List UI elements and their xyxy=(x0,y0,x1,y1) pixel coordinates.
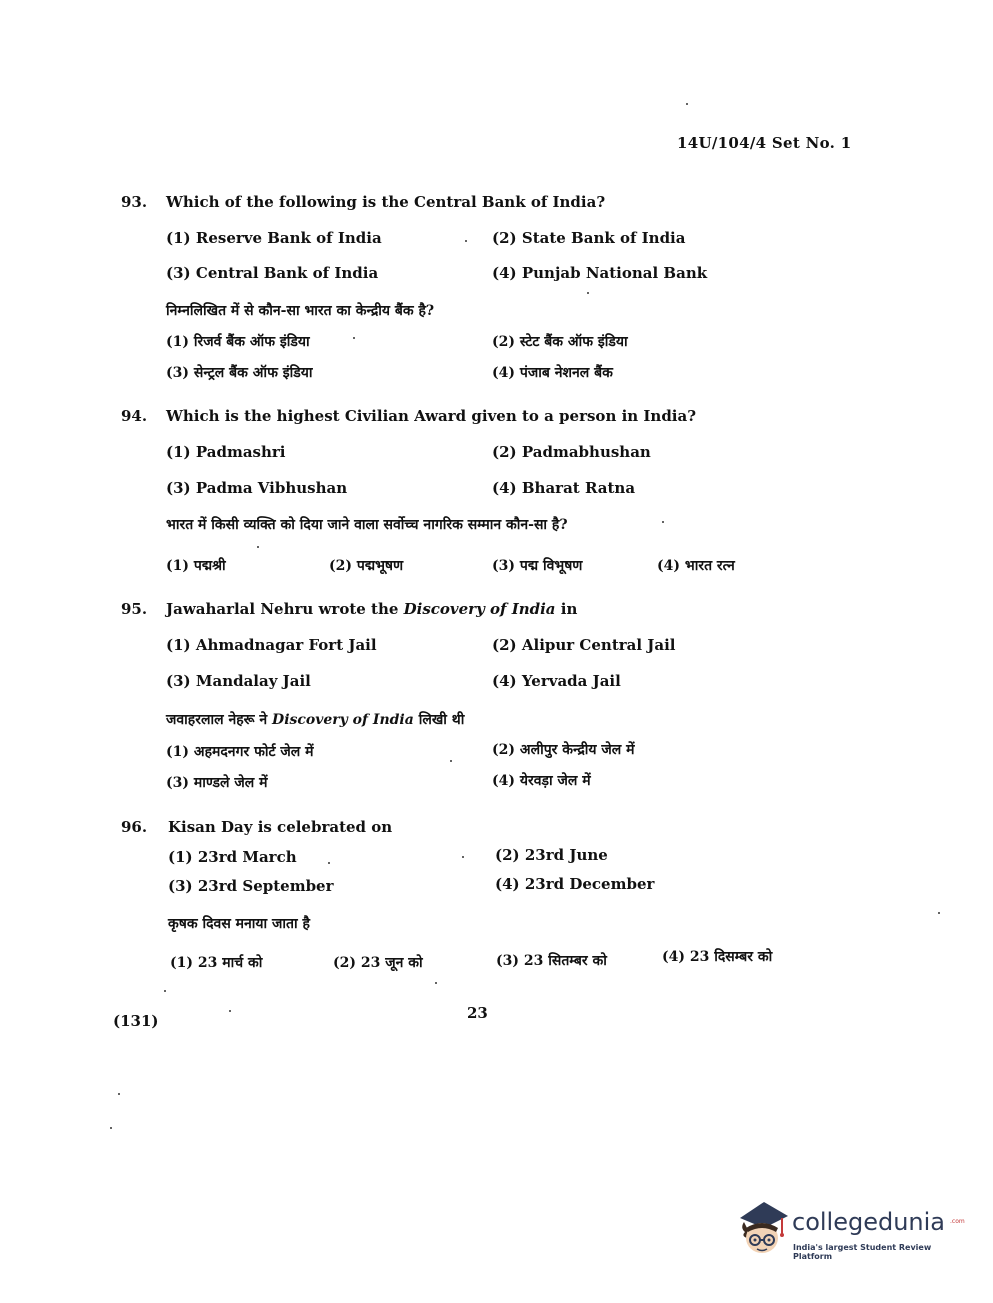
option-1: (1) Reserve Bank of India xyxy=(166,229,382,247)
scan-speck xyxy=(465,240,467,242)
option-1: (1) 23rd March xyxy=(168,848,297,866)
option-4: (4) 23rd December xyxy=(495,875,655,893)
question-number: 95. xyxy=(121,600,148,618)
question-text: Jawaharlal Nehru wrote the Discovery of India in xyxy=(166,600,578,618)
question-number: 96. xyxy=(121,818,148,836)
option-1: (1) Ahmadnagar Fort Jail xyxy=(166,636,377,654)
hindi-option-1: (1) अहमदनगर फोर्ट जेल में xyxy=(166,744,314,760)
scan-speck xyxy=(118,1093,120,1095)
hindi-option-4: (4) 23 दिसम्बर को xyxy=(662,949,773,965)
page-number: 23 xyxy=(467,1004,488,1022)
scan-speck xyxy=(435,982,437,984)
hindi-question-text: निम्नलिखित में से कौन-सा भारत का केन्द्रीय बैंक है? xyxy=(166,303,435,319)
question-number: 93. xyxy=(121,193,148,211)
hindi-option-1: (1) रिजर्व बैंक ऑफ इंडिया xyxy=(166,334,310,350)
paper-code: 14U/104/4 Set No. 1 xyxy=(677,134,852,152)
hindi-option-4: (4) येरवड़ा जेल में xyxy=(492,773,591,789)
scan-speck xyxy=(587,292,589,294)
scan-speck xyxy=(662,521,664,523)
option-2: (2) Padmabhushan xyxy=(492,443,651,461)
footer-code: (131) xyxy=(113,1012,159,1030)
logo-domain: .com xyxy=(950,1218,965,1225)
scan-speck xyxy=(450,760,452,762)
scan-speck xyxy=(257,546,259,548)
hindi-question-text: जवाहरलाल नेहरू ने Discovery of India लिखी थी xyxy=(166,712,465,728)
scan-speck xyxy=(229,1010,231,1012)
logo-wordmark: collegedunia xyxy=(792,1208,946,1236)
hindi-option-3: (3) पद्म विभूषण xyxy=(492,558,583,574)
hindi-option-3: (3) माण्डले जेल में xyxy=(166,775,268,791)
scan-speck xyxy=(328,862,330,864)
option-3: (3) Central Bank of India xyxy=(166,264,379,282)
hindi-question-text: भारत में किसी व्यक्ति को दिया जाने वाला सर्वोच्च नागरिक सम्मान कौन-सा है? xyxy=(166,517,568,533)
option-3: (3) Mandalay Jail xyxy=(166,672,311,690)
hindi-option-4: (4) पंजाब नेशनल बैंक xyxy=(492,365,613,381)
hindi-option-2: (2) अलीपुर केन्द्रीय जेल में xyxy=(492,742,635,758)
graduate-mascot-icon xyxy=(736,1196,792,1262)
hindi-question-text: कृषक दिवस मनाया जाता है xyxy=(168,916,310,932)
hindi-option-2: (2) स्टेट बैंक ऑफ इंडिया xyxy=(492,334,628,350)
option-2: (2) State Bank of India xyxy=(492,229,686,247)
collegedunia-logo[interactable] xyxy=(736,1196,965,1262)
scan-speck xyxy=(686,103,688,105)
option-2: (2) 23rd June xyxy=(495,846,608,864)
option-3: (3) Padma Vibhushan xyxy=(166,479,348,497)
hindi-option-1: (1) पद्मश्री xyxy=(166,558,226,574)
option-2: (2) Alipur Central Jail xyxy=(492,636,676,654)
scan-speck xyxy=(164,990,166,992)
scan-speck xyxy=(110,1127,112,1129)
scan-speck xyxy=(938,912,940,914)
scan-speck xyxy=(462,856,464,858)
question-number: 94. xyxy=(121,407,148,425)
hindi-option-1: (1) 23 मार्च को xyxy=(170,955,263,971)
hindi-option-2: (2) पद्मभूषण xyxy=(329,558,404,574)
option-4: (4) Bharat Ratna xyxy=(492,479,636,497)
option-1: (1) Padmashri xyxy=(166,443,286,461)
question-text: Kisan Day is celebrated on xyxy=(168,818,393,836)
hindi-option-4: (4) भारत रत्न xyxy=(657,558,735,574)
hindi-option-2: (2) 23 जून को xyxy=(333,955,423,971)
question-text: Which of the following is the Central Bank of India? xyxy=(166,193,606,211)
hindi-option-3: (3) सेन्ट्रल बैंक ऑफ इंडिया xyxy=(166,365,313,381)
option-4: (4) Yervada Jail xyxy=(492,672,621,690)
scan-speck xyxy=(353,337,355,339)
hindi-option-3: (3) 23 सितम्बर को xyxy=(496,953,607,969)
option-4: (4) Punjab National Bank xyxy=(492,264,708,282)
logo-tagline: India's largest Student Review Platform xyxy=(793,1243,932,1261)
question-text: Which is the highest Civilian Award given to a person in India? xyxy=(166,407,697,425)
option-3: (3) 23rd September xyxy=(168,877,334,895)
